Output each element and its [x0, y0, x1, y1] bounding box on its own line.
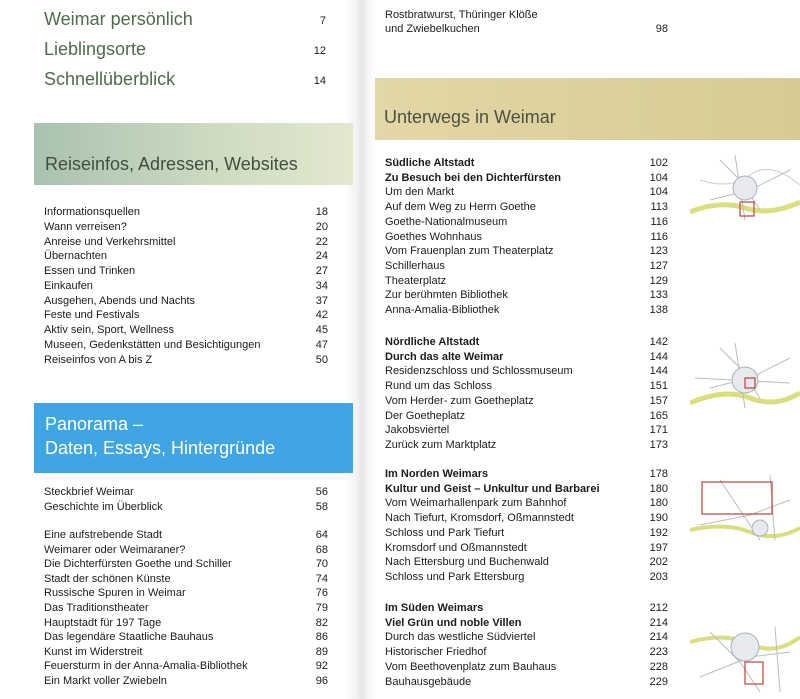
toc-entry-page: 82	[315, 616, 328, 629]
reiseinfos-heading: Reiseinfos, Adressen, Websites	[45, 154, 298, 174]
toc-entry-page: 89	[315, 645, 328, 658]
toc-entry-page: 123	[649, 245, 668, 258]
toc-entry-title[interactable]: Historischer Friedhof	[385, 646, 487, 659]
toc-entry-page: 76	[315, 587, 328, 600]
toc-entry-title[interactable]: Übernachten	[44, 250, 107, 263]
toc-entry-page: 68	[315, 543, 328, 556]
toc-entry-page: 34	[315, 279, 328, 292]
toc-entry-page: 64	[315, 529, 328, 541]
toc-entry-page: 14	[313, 75, 326, 87]
toc-entry-title[interactable]: Steckbrief Weimar	[44, 486, 134, 498]
unterwegs-banner	[375, 78, 800, 140]
toc-entry-title[interactable]: Bauhausgebäude	[385, 675, 472, 688]
toc-entry-page: 96	[315, 675, 328, 687]
panorama-heading-line2: Daten, Essays, Hintergründe	[45, 438, 276, 458]
toc-entry-page: 79	[315, 602, 328, 614]
toc-entry-page: 116	[650, 215, 668, 228]
toc-entry-page: 138	[649, 304, 668, 316]
toc-entry-page: 202	[649, 556, 668, 569]
toc-entry-page: 203	[649, 570, 668, 583]
section-heading-title[interactable]: Nördliche Altstadt	[385, 336, 480, 348]
toc-entry-title[interactable]: Der Goetheplatz	[385, 409, 466, 422]
tour-page: 104	[649, 171, 668, 184]
toc-entry-title[interactable]: Goethe-Nationalmuseum	[385, 215, 508, 228]
toc-entry-title[interactable]: Durch das westliche Südviertel	[385, 631, 536, 644]
tour-page: 180	[649, 482, 668, 495]
toc-entry-title[interactable]: Essen und Trinken	[44, 265, 136, 277]
toc-entry-page: 7	[319, 15, 326, 27]
section-heading-title[interactable]: Im Norden Weimars	[385, 468, 489, 480]
toc-entry-title[interactable]: Aktiv sein, Sport, Wellness	[44, 324, 175, 336]
toc-entry-page: 22	[315, 235, 328, 248]
toc-entry-title[interactable]: Vom Frauenplan zum Theaterplatz	[385, 245, 554, 258]
tour-title[interactable]: Durch das alte Weimar	[385, 350, 504, 363]
toc-entry-title[interactable]: Hauptstadt für 197 Tage	[44, 616, 162, 629]
toc-entry-page: 104	[649, 186, 668, 199]
section-heading-page: 102	[649, 157, 668, 169]
toc-entry-title[interactable]: Informationsquellen	[44, 206, 141, 218]
section-heading-page: 142	[649, 336, 668, 348]
toc-entry-title[interactable]: Ein Markt voller Zwiebeln	[44, 675, 167, 687]
toc-entry-title[interactable]: Russische Spuren in Weimar	[44, 587, 186, 600]
toc-entry-page: 12	[313, 45, 326, 57]
toc-entry-title[interactable]: Ausgehen, Abends und Nachts	[44, 294, 196, 307]
map-thumbnail-sueden-weimars	[690, 622, 800, 697]
toc-entry-title[interactable]: Goethes Wohnhaus	[385, 230, 483, 243]
toc-entry-title[interactable]: Feuersturm in der Anna-Amalia-Bibliothek	[44, 660, 248, 673]
toc-entry-title[interactable]: Weimarer oder Weimaraner?	[44, 543, 186, 556]
toc-entry-page: 190	[649, 512, 668, 525]
toc-entry-title[interactable]: Schloss und Park Ettersburg	[385, 570, 525, 583]
toc-entry-page: 116	[650, 230, 668, 243]
toc-entry-page: 56	[315, 486, 328, 498]
toc-entry-page: 113	[650, 201, 668, 214]
toc-entry-title[interactable]: Anna-Amalia-Bibliothek	[385, 304, 500, 316]
tour-page: 144	[649, 350, 668, 363]
toc-entry-title[interactable]: Das Traditionstheater	[44, 602, 149, 614]
tour-title[interactable]: Zu Besuch bei den Dichterfürsten	[385, 171, 562, 184]
toc-entry-title[interactable]: Schloss und Park Tiefurt	[385, 526, 505, 539]
toc-entry-page: 228	[649, 660, 668, 673]
map-thumbnail-suedliche-altstadt	[690, 150, 800, 225]
map-thumbnail-noerdliche-altstadt	[690, 338, 800, 413]
tour-page: 214	[649, 616, 668, 629]
tour-title[interactable]: Viel Grün und noble Villen	[385, 616, 522, 629]
toc-entry-page: 20	[315, 220, 328, 233]
toc-entry-page: 127	[649, 259, 668, 272]
toc-entry-title[interactable]: Museen, Gedenkstätten und Besichtigungen	[44, 338, 261, 351]
toc-entry-page: 133	[649, 289, 668, 302]
panorama-banner	[34, 403, 353, 473]
toc-entry-title[interactable]: Weimar persönlich	[44, 9, 193, 29]
toc-entry-page: 129	[649, 274, 668, 287]
toc-entry-title[interactable]: Vom Weimarhallenpark zum Bahnhof	[385, 497, 567, 510]
section-heading-page: 212	[649, 602, 668, 614]
map-thumbnail-norden-weimars	[690, 470, 800, 545]
toc-entry-page: 74	[315, 572, 328, 585]
toc-entry-page: 171	[649, 424, 668, 437]
toc-entry-title[interactable]: Um den Markt	[385, 186, 455, 199]
toc-entry-page: 165	[649, 409, 668, 422]
toc-entry-title[interactable]: Lieblingsorte	[44, 39, 147, 59]
toc-entry-title[interactable]: Wann verreisen?	[44, 220, 127, 233]
toc-entry-page: 86	[315, 631, 328, 644]
toc-entry-page: 192	[649, 526, 668, 539]
toc-entry-page: 37	[315, 294, 328, 307]
toc-entry-title[interactable]: Feste und Festivals	[44, 309, 140, 322]
toc-entry-title[interactable]: Auf dem Weg zu Herrn Goethe	[385, 201, 536, 214]
section-heading-title[interactable]: Im Süden Weimars	[385, 602, 484, 614]
section-heading-page: 178	[649, 468, 668, 480]
page-gutter	[345, 0, 375, 699]
toc-entry-page: 229	[649, 675, 668, 688]
toc-entry-page: 98	[655, 23, 668, 35]
toc-entry-title[interactable]: Rund um das Schloss	[385, 380, 492, 393]
panorama-heading-line1: Panorama –	[45, 414, 144, 434]
toc-entry-title[interactable]: Vom Herder- zum Goetheplatz	[385, 394, 534, 407]
toc-entry-title[interactable]: Residenzschloss und Schlossmuseum	[385, 365, 573, 378]
toc-entry-title[interactable]: Kunst im Widerstreit	[44, 645, 143, 658]
toc-entry-title[interactable]: Stadt der schönen Künste	[44, 572, 171, 585]
toc-entry-title[interactable]: Nach Ettersburg und Buchenwald	[385, 556, 549, 569]
toc-entry-page: 214	[649, 631, 668, 644]
toc-entry-page: 45	[315, 324, 328, 336]
toc-entry-title-cont[interactable]: und Zwiebelkuchen	[385, 23, 480, 35]
toc-entry-page: 92	[315, 660, 328, 673]
toc-entry-page: 42	[315, 309, 328, 322]
toc-entry-page: 197	[649, 541, 668, 554]
toc-entry-page: 18	[315, 206, 328, 218]
toc-entry-page: 47	[315, 338, 328, 351]
toc-entry-title[interactable]: Geschichte im Überblick	[44, 500, 163, 513]
toc-entry-title[interactable]: Jakobsviertel	[385, 424, 450, 437]
toc-entry-page: 180	[649, 497, 668, 510]
toc-entry-page: 173	[649, 438, 668, 451]
toc-entry-page: 70	[315, 558, 328, 571]
toc-entry-title[interactable]: Das legendäre Staatliche Bauhaus	[44, 631, 214, 644]
toc-entry-page: 24	[315, 250, 328, 263]
unterwegs-heading: Unterwegs in Weimar	[384, 107, 556, 127]
toc-entry-page: 151	[649, 380, 668, 393]
toc-entry-page: 144	[649, 365, 668, 378]
toc-entry-page: 27	[315, 265, 328, 277]
toc-entry-page: 50	[315, 353, 328, 366]
toc-entry-title[interactable]: Zur berühmten Bibliothek	[385, 289, 508, 302]
section-heading-title[interactable]: Südliche Altstadt	[385, 157, 475, 169]
toc-entry-title[interactable]: Kromsdorf und Oßmannstedt	[385, 541, 527, 554]
toc-entry-title[interactable]: Eine aufstrebende Stadt	[44, 529, 163, 541]
toc-entry-title[interactable]: Anreise und Verkehrsmittel	[44, 235, 176, 248]
toc-entry-page: 58	[315, 500, 328, 513]
toc-entry-title[interactable]: Schnellüberblick	[44, 69, 176, 89]
toc-entry-title[interactable]: Vom Beethovenplatz zum Bauhaus	[385, 660, 557, 673]
tour-title[interactable]: Kultur und Geist – Unkultur und Barbarei	[385, 482, 600, 495]
toc-entry-title[interactable]: Reiseinfos von A bis Z	[44, 353, 153, 366]
toc-entry-title[interactable]: Theaterplatz	[385, 274, 447, 287]
toc-entry-page: 223	[649, 646, 668, 659]
toc-entry-title[interactable]: Einkaufen	[44, 279, 93, 292]
toc-entry-title[interactable]: Nach Tiefurt, Kromsdorf, Oßmannstedt	[385, 512, 574, 525]
toc-entry-title[interactable]: Zurück zum Marktplatz	[385, 438, 497, 451]
reiseinfos-banner	[34, 123, 353, 185]
toc-entry-page: 157	[649, 394, 668, 407]
toc-entry-title[interactable]: Schillerhaus	[385, 259, 445, 272]
toc-entry-title[interactable]: Rostbratwurst, Thüringer Klöße	[385, 9, 538, 21]
toc-entry-title[interactable]: Die Dichterfürsten Goethe und Schiller	[44, 558, 232, 571]
